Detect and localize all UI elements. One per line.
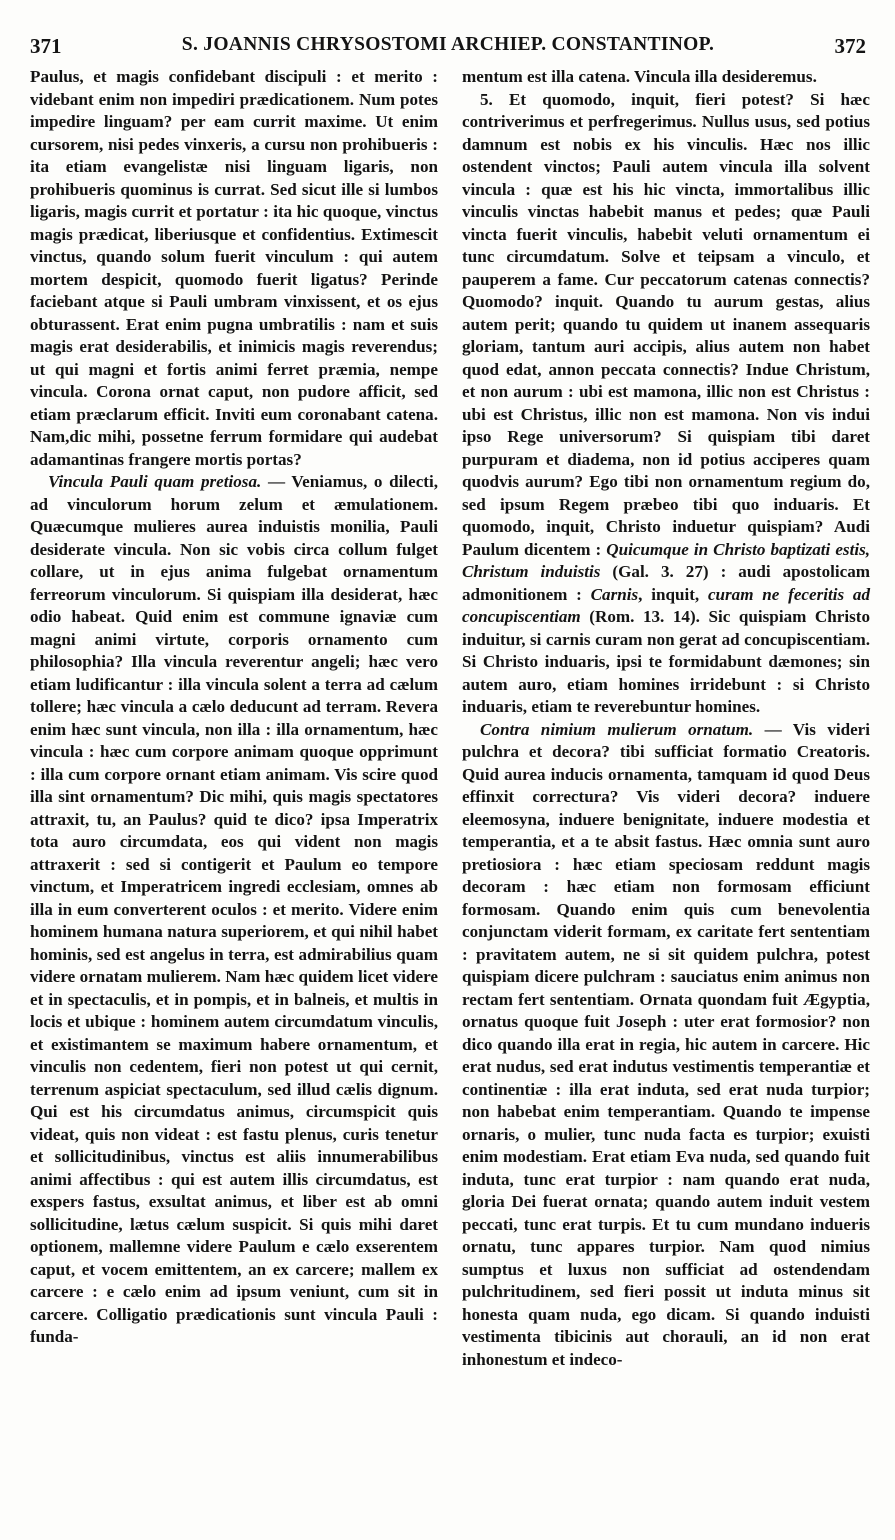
paragraph [462,89,870,719]
paragraph: Paulus, et magis confidebant discipuli : et merito : videbant enim non impediri prædicationem. Num potes impedire linguam? per eam currit maxime. Ut enim cursorem, nisi pedes vinxeris, a cursu non prohibueris : ita etiam evangelistæ nisi linguam ligaris, non prohibueris quominus is currat. Sed sicut ille si lumbos ligaris, magis currit et portatur : ita hic quoque, vinctus magis prædicat, liberiusque et confidentius. Extimescit vinctus, quando solum fuerit vinculum : qui autem mortem despicit, quomodo fuerit ligatus? Perinde faciebant atque si Pauli umbram vinxissent, et os ejus obturassent. Erat enim pugna umbratilis : nam et suis magis erat desiderabilis, et inimicis magis reverendus; ut qui magni et fortis animi ferret præmia, nempe vincula. Corona ornat caput, non pudore afficit, sed etiam præclarum efficit. Inviti eum coronabant catena. Nam,dic mihi, possetne ferrum formidare qui audebat adamantinas frangere mortis portas? [30,67,438,469]
left-column [30,66,438,1349]
page-number-left: 371 [30,34,62,58]
paragraph [30,471,438,1349]
section-title: Contra nimium mulierum ornatum. [480,719,754,739]
section-text: , inquit, [638,584,708,604]
section-text: 5. Et quomodo, inquit, fieri potest? Si hæc contriverimus et perfregerimus. Nullus usus, sed potius damnum est nobis ex his vinculis. Hæc nos illic ostendent vinctos; Pauli autem vincula illa solvent vincula : quæ est his hic vincta, immortalibus illic vinculis vinctas habebit manus et pedes; quæ Pauli vincta fuerit vinculis, habebit veluti ornamentum ei tunc circumdatum. Solve et teipsam a vinculo, et pauperem a fame. Cur peccatorum catenas connectis? Quomodo? inquit. Quando tu aurum gestas, alius autem perit; quando tu quidem ut inanem assequaris gloriam, tantum auri accipis, alius autem non habet quod edat, annon peccata connectis? Indue Christum, et non aurum : ubi est mamona, illic non est Christus : ubi est Christus, illic non est mamona. Non vis indui ipso Rege universorum? Si quispiam tibi daret purpuram et diadema, non id potius acciperes quam quodvis aurum? Ego tibi non ornamentum regium do, sed ipsum Regem præbeo tibi quo induaris. Et quomodo, inquit, Christo induetur quispiam? Audi Paulum dicentem : [462,89,870,559]
paragraph: mentum est illa catena. Vincula illa desideremus. [462,67,817,86]
running-title: S. JOANNIS CHRYSOSTOMI ARCHIEP. CONSTANTINOP. [181,34,715,55]
section-title: Vincula Pauli quam pretiosa. [48,472,262,491]
page-header [30,34,866,68]
section-text: — Vis videri pulchra et decora? tibi sufficiat formatio Creatoris. Quid aurea inducis ornamenta, tamquam id quod Deus effinxit correctura? Vis videri decora? induere eleemosyna, induere benignitate, induere modestia et temperantia, et a te absit fastus. Hæc omnia sunt auro pretiosiora : hæc etiam speciosam reddunt magis decoram : hæc etiam non formosam efficiunt formosam. Quando enim quis cum benevolentia conjunctam viderit formam, ex caritate fert sententiam : pravitatem autem, ne si sit quidem pulchra, potest quispiam dicere pulchram : sauciatus enim animus non rectam fert sententiam. Ornata quondam fuit Ægyptia, ornatus quoque fuit Joseph : uter erat formosior? non dico quando illa erat in regia, hic autem in carcere. Hic erat nudus, sed erat indutus vestimentis temperantiæ et continentiæ : illa erat induta, sed erat nuda turpior; non habebat enim temperantiam. Quando te impense ornaris, o mulier, tunc nuda facta es turpior; exuisti enim modestiam. Erat etiam Eva nuda, sed quando fuit induta, tunc erat turpior : nam quando erat nuda, gloria Dei fuerat ornata; quando autem induit vestem peccati, tunc erat turpis. Et tu cum mundano indueris ornatu, tunc appares turpior. Nam quod nimius sumptus et luxus non sufficiat ad ostendendam pulchritudinem, sed fieri possit ut induta minus sit honesta quam nuda, ego dicam. Si quando induisti vestimenta tibicinis aut chorauli, an id non erat inhonestum et indeco- [462,719,870,1369]
scripture-quote: Quicumque in Christo baptizati estis, Christum induistis [462,539,870,581]
paragraph [462,719,870,1372]
section-text: — Veniamus, o dilecti, ad vinculorum horum zelum et æmulationem. Quæcumque mulieres aurea induistis monilia, Pauli desiderate vincula. Non sic vobis circa collum fulget collare, ut in ejus anima fulgebat ornamentum ferreorum vinculorum. Si quispiam illa desiderat, hæc odio habeat. Quid enim est commune ignaviæ cum magni animi virtute, corporis ornamento cum philosophia? Illa vincula reverentur angeli; hæc vero etiam ludificantur : illa vincula solent a terra ad cælum tollere; hæc vincula a cælo deducunt ad terram. Revera enim hæc sunt vincula, non illa : illa ornamentum, hæc vincula : hæc cum corpore animam quoque opprimunt : illa cum corpore ornant etiam animam. Vis scire quod illa sint ornamentum? Dic mihi, quis magis spectatores attraxit, tu, an Paulus? quid te dico? ipsa Imperatrix tota auro circumdata, eos qui vident non magis attraxerit : sed si contigerit et Paulum eo tempore vinctum, et Imperatricem ingredi ecclesiam, omnes ab illa in eum converterent oculos : et merito. Videre enim hominem humana natura superiorem, et qui nihil habet hominis, sed est angelus in terra, est admirabilius quam videre ornatam mulierem. Nam hæc quidem licet videre et in spectaculis, et in pompis, et in balneis, et multis in locis et ubique : hominem autem circumdatum vinculis, et existimantem se maximum habere ornamentum, et vinculis non cedentem, fieri non potest ut qui cernit, terrenum aspiciat spectaculum, sed illud cælis dignum. Qui est his circumdatus animus, circumspicit quis videat, quis non videat : est fastu plenus, curis tenetur et sollicitudinibus, vinctus est aliis innumerabilibus animi affectibus : qui est autem illis circumdatus, est exspers fastus, exsultat animus, et liber est ab omni sollicitudine, lætus cælum suspicit. Si quis mihi daret optionem, mallemne videre Paulum e cælo exserentem caput, et vocem emittentem, an ex carcere; mallem ex carcere : e cælo enim ad ipsum veniunt, cum sit in carcere. Colligatio prædicationis sunt vincula Pauli : funda- [30,472,439,1346]
section-text: (Gal. 3. 27) : audi apostolicam admonitionem : [462,562,870,604]
scripture-quote: curam ne feceritis ad concupiscentiam [462,584,870,626]
right-column [462,66,870,1371]
scripture-quote: Carnis [590,584,639,604]
page-number-right: 372 [834,34,866,58]
section-text: (Rom. 13. 14). Sic quispiam Christo induitur, si carnis curam non gerat ad concupiscentiam. Si Christo induaris, ipsi te formidabunt dæmones; sin autem auro, etiam homines irridebunt : si Christo induaris, etiam te reverebuntur homines. [462,607,870,716]
